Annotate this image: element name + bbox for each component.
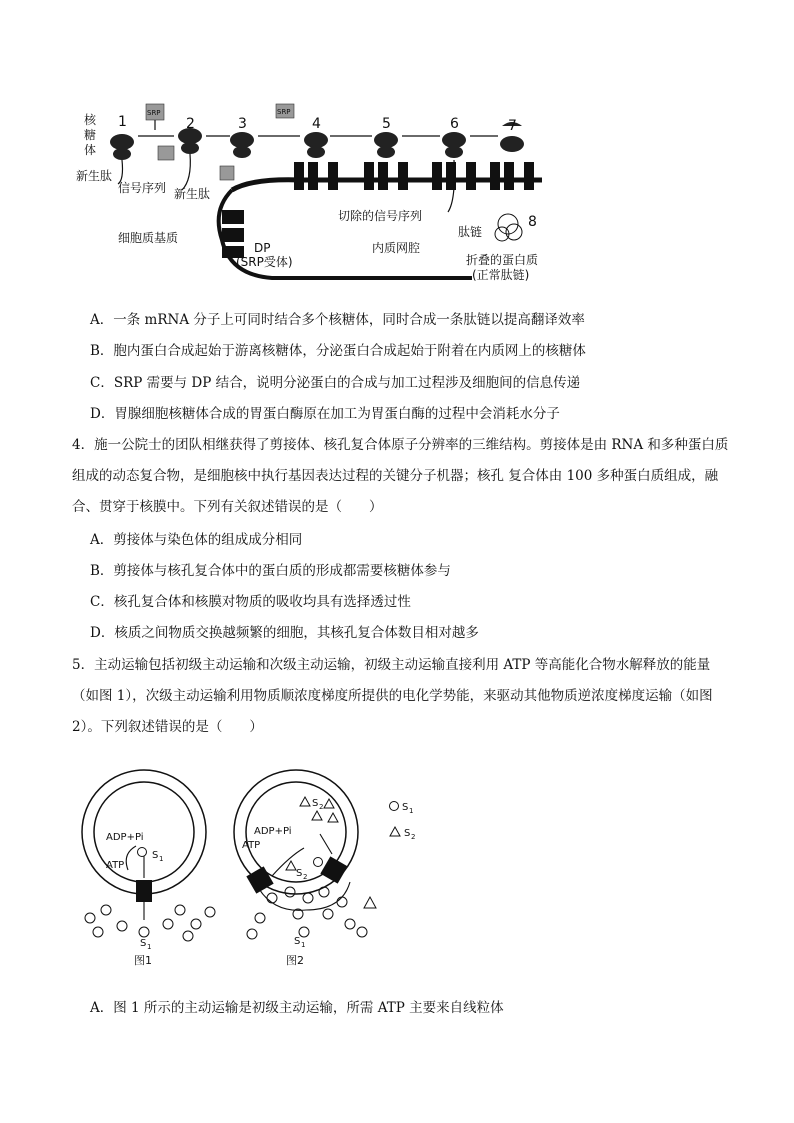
- q5-stem: 5．主动运输包括初级主动运输和次级主动运输，初级主动运输直接利用 ATP 等高能化合物水解释放的能量（如图 1），次级主动运输利用物质顺浓度梯度所提供的电化学势能，来驱动其他物质逆浓度梯度运输（如图 2）。下列叙述错误的是（ ）: [72, 657, 713, 735]
- label-er-lumen: 内质网腔: [372, 241, 421, 255]
- svg-text:S: S: [402, 802, 409, 813]
- svg-text:S: S: [294, 936, 301, 947]
- svg-text:S: S: [152, 850, 159, 861]
- svg-text:5: 5: [382, 116, 391, 132]
- q4-option-d: D．核质之间物质交换越频繁的细胞，其核孔复合体数目相对越多: [90, 625, 479, 641]
- fig2-caption: 图2: [286, 954, 304, 967]
- label-peptide-chain: 肽链: [458, 225, 483, 239]
- fig2-adp-label: ADP+Pi: [254, 826, 292, 837]
- label-cytoplasm: 细胞质基质: [118, 231, 179, 245]
- fig1-adp-label: ADP+Pi: [106, 832, 144, 843]
- q4-option-a: A．剪接体与染色体的组成成分相同: [90, 532, 303, 548]
- label-ribosome-1: 核: [84, 113, 97, 127]
- fig1-caption: 图1: [134, 954, 152, 967]
- q5-option-a: A．图 1 所示的主动运输是初级主动运输，所需 ATP 主要来自线粒体: [90, 1000, 504, 1016]
- label-folded-protein: 折叠的蛋白质: [466, 253, 539, 267]
- label-dp: DP: [254, 241, 271, 255]
- svg-text:1: 1: [409, 807, 414, 815]
- svg-text:SRP: SRP: [277, 108, 291, 116]
- active-transport-diagram: [76, 764, 436, 974]
- svg-text:S: S: [312, 798, 319, 809]
- svg-text:1: 1: [147, 943, 152, 951]
- svg-text:3: 3: [238, 116, 247, 132]
- fig2-atp-label: ATP: [242, 840, 261, 851]
- svg-text:4: 4: [312, 116, 321, 132]
- label-dp-note: (SRP受体): [236, 255, 293, 269]
- label-cut-signal: 切除的信号序列: [338, 209, 423, 223]
- svg-text:1: 1: [118, 114, 127, 130]
- q3-option-c: C．SRP 需要与 DP 结合，说明分泌蛋白的合成与加工过程涉及细胞间的信息传递: [90, 375, 581, 391]
- label-nascent-peptide: 新生肽: [76, 169, 113, 183]
- svg-text:体: 体: [84, 143, 97, 157]
- srp-label: SRP: [147, 109, 161, 117]
- q3-option-d: D．胃腺细胞核糖体合成的胃蛋白酶原在加工为胃蛋白酶的过程中会消耗水分子: [90, 406, 560, 422]
- svg-text:1: 1: [159, 855, 164, 863]
- q4-stem: 4．施一公院士的团队相继获得了剪接体、核孔复合体原子分辨率的三维结构。剪接体是由 RNA 和多种蛋白质组成的动态复合物，是细胞核中执行基因表达过程的关键分子机器；核孔 复合体由 100 多种蛋白质组成，融合、贯穿于核膜中。下列有关叙述错误的是（ ）: [72, 437, 729, 515]
- svg-text:糖: 糖: [84, 128, 97, 142]
- label-signal-sequence: 信号序列: [118, 181, 167, 195]
- label-nascent-peptide-2: 新生肽: [174, 187, 211, 201]
- svg-text:2: 2: [303, 873, 308, 881]
- svg-text:S: S: [140, 938, 147, 949]
- fig1-atp-label: ATP: [106, 860, 125, 871]
- svg-text:2: 2: [319, 803, 324, 811]
- q4-option-c: C．核孔复合体和核膜对物质的吸收均具有选择透过性: [90, 594, 411, 610]
- q3-option-a: A．一条 mRNA 分子上可同时结合多个核糖体，同时合成一条肽链以提高翻译效率: [90, 312, 585, 328]
- svg-text:8: 8: [528, 214, 537, 230]
- svg-text:2: 2: [186, 116, 195, 132]
- label-folded-note: (正常肽链): [472, 268, 530, 282]
- svg-text:1: 1: [301, 941, 306, 949]
- q4-option-b: B．剪接体与核孔复合体中的蛋白质的形成都需要核糖体参与: [90, 563, 451, 579]
- q3-option-b: B．胞内蛋白合成起始于游离核糖体，分泌蛋白合成起始于附着在内质网上的核糖体: [90, 343, 586, 359]
- svg-text:7: 7: [508, 118, 517, 134]
- svg-text:2: 2: [411, 833, 416, 841]
- svg-text:S: S: [404, 828, 411, 839]
- svg-text:6: 6: [450, 116, 459, 132]
- srp-translation-diagram: [72, 100, 572, 290]
- svg-text:S: S: [296, 868, 303, 879]
